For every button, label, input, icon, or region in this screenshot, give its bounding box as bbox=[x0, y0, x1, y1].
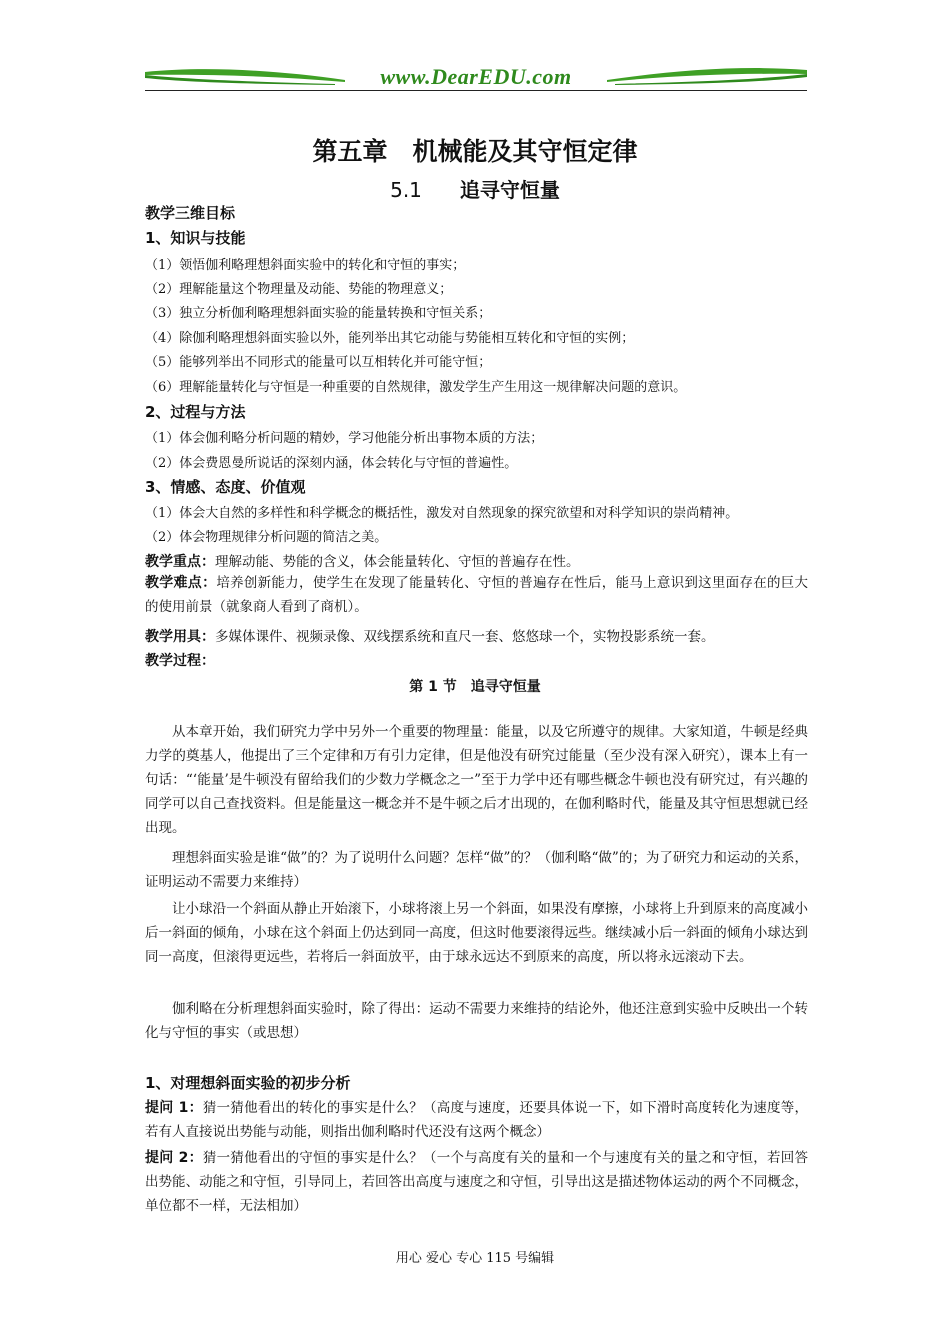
key-point-label: 教学重点： bbox=[145, 554, 215, 570]
difficulty bbox=[145, 571, 808, 619]
lesson-title: 第 1 节 追寻守恒量 bbox=[409, 679, 541, 695]
knowledge-item: （3）独立分析伽利略理想斜面实验的能量转换和守恒关系； bbox=[145, 306, 492, 321]
chapter-title: 第五章 机械能及其守恒定律 bbox=[312, 137, 638, 166]
key-point bbox=[145, 550, 580, 571]
section-name: 追寻守恒量 bbox=[459, 178, 560, 202]
question-2 bbox=[145, 1146, 808, 1218]
key-point-text: 理解动能、势能的含义，体会能量转化、守恒的普遍存在性。 bbox=[215, 554, 580, 570]
emotion-item: （1）体会大自然的多样性和科学概念的概括性，激发对自然现象的探究欲望和对科学知识的崇尚精神。 bbox=[145, 506, 739, 521]
difficulty-text: 培养创新能力，使学生在发现了能量转化、守恒的普遍存在性后，能马上意识到这里面存在的巨大的使用前景（就象商人看到了商机）。 bbox=[145, 575, 809, 615]
question-2-label: 提问 2： bbox=[145, 1150, 203, 1166]
header-site-url[interactable]: www.DearEDU.com bbox=[380, 64, 572, 89]
emotion-heading: 3、情感、态度、价值观 bbox=[145, 478, 306, 496]
paragraph: 让小球沿一个斜面从静止开始滚下，小球将滚上另一个斜面，如果没有摩擦，小球将上升到原来的高度减小后一斜面的倾角，小球在这个斜面上仍达到同一高度，但这时他要滚得远些。继续减小后一斜面的倾角小球达到同一高度，但滚得更远些，若将后一斜面放平，由于球永远达不到原来的高度，所以将永远滚动下去。 bbox=[145, 901, 808, 965]
process-heading: 2、过程与方法 bbox=[145, 403, 246, 421]
paragraph: 伽利略在分析理想斜面实验时，除了得出：运动不需要力来维持的结论外，他还注意到实验中反映出一个转化与守恒的事实（或思想） bbox=[145, 1001, 808, 1041]
header-rule bbox=[145, 90, 807, 91]
process-item: （2）体会费恩曼所说话的深刻内涵，体会转化与守恒的普遍性。 bbox=[145, 456, 518, 471]
knowledge-item: （2）理解能量这个物理量及动能、势能的物理意义； bbox=[145, 282, 453, 297]
analysis-heading: 1、对理想斜面实验的初步分析 bbox=[145, 1074, 351, 1092]
knowledge-item: （6）理解能量转化与守恒是一种重要的自然规律，激发学生产生用这一规律解决问题的意识。 bbox=[145, 380, 687, 395]
section-number: 5.1 bbox=[390, 178, 422, 202]
page-footer: 用心 爱心 专心 115 号编辑 bbox=[395, 1251, 555, 1266]
knowledge-item: （4）除伽利略理想斜面实验以外，能列举出其它动能与势能相互转化和守恒的实例； bbox=[145, 331, 635, 346]
paragraph: 理想斜面实验是谁“做”的？为了说明什么问题？怎样“做”的？（伽利略“做”的；为了研究力和运动的关系，证明运动不需要力来维持） bbox=[145, 850, 808, 890]
goals-heading: 教学三维目标 bbox=[145, 204, 236, 222]
process-item: （1）体会伽利略分析问题的精妙，学习他能分析出事物本质的方法； bbox=[145, 431, 544, 446]
tools bbox=[145, 625, 715, 646]
paragraph: 从本章开始，我们研究力学中另外一个重要的物理量：能量，以及它所遵守的规律。大家知道，牛顿是经典力学的奠基人，他提出了三个定律和万有引力定律，但是他没有研究过能量（至少没有深入研究），课本上有一句话：“‘能量’是牛顿没有留给我们的少数力学概念之一”至于力学中还有哪些概念牛顿也没有研究过，有兴趣的同学可以自己查找资料。但是能量这一概念并不是牛顿之后才出现的，在伽利略时代，能量及其守恒思想就已经出现。 bbox=[145, 724, 808, 836]
question-1-label: 提问 1： bbox=[145, 1100, 203, 1116]
section-title bbox=[0, 174, 950, 203]
question-2-text: 猜一猜他看出的守恒的事实是什么？（一个与高度有关的量和一个与速度有关的量之和守恒，若回答出势能、动能之和守恒，引导同上，若回答出高度与速度之和守恒，引导出这是描述物体运动的两个不同概念，单位都不一样，无法相加） bbox=[145, 1150, 808, 1214]
question-1-text: 猜一猜他看出的转化的事实是什么？（高度与速度，还要具体说一下，如下滑时高度转化为速度等，若有人直接说出势能与动能，则指出伽利略时代还没有这两个概念） bbox=[145, 1100, 808, 1140]
page-header bbox=[145, 62, 807, 94]
tools-text: 多媒体课件、视频录像、双线摆系统和直尺一套、悠悠球一个，实物投影系统一套。 bbox=[215, 629, 715, 645]
knowledge-item: （5）能够列举出不同形式的能量可以互相转化并可能守恒； bbox=[145, 355, 492, 370]
question-1 bbox=[145, 1096, 808, 1144]
difficulty-label: 教学难点： bbox=[145, 575, 217, 591]
knowledge-heading: 1、知识与技能 bbox=[145, 229, 246, 247]
emotion-item: （2）体会物理规律分析问题的简洁之美。 bbox=[145, 530, 388, 545]
knowledge-item: （1）领悟伽利略理想斜面实验中的转化和守恒的事实； bbox=[145, 258, 466, 273]
tools-label: 教学用具： bbox=[145, 629, 215, 645]
process-label: 教学过程： bbox=[145, 653, 215, 669]
